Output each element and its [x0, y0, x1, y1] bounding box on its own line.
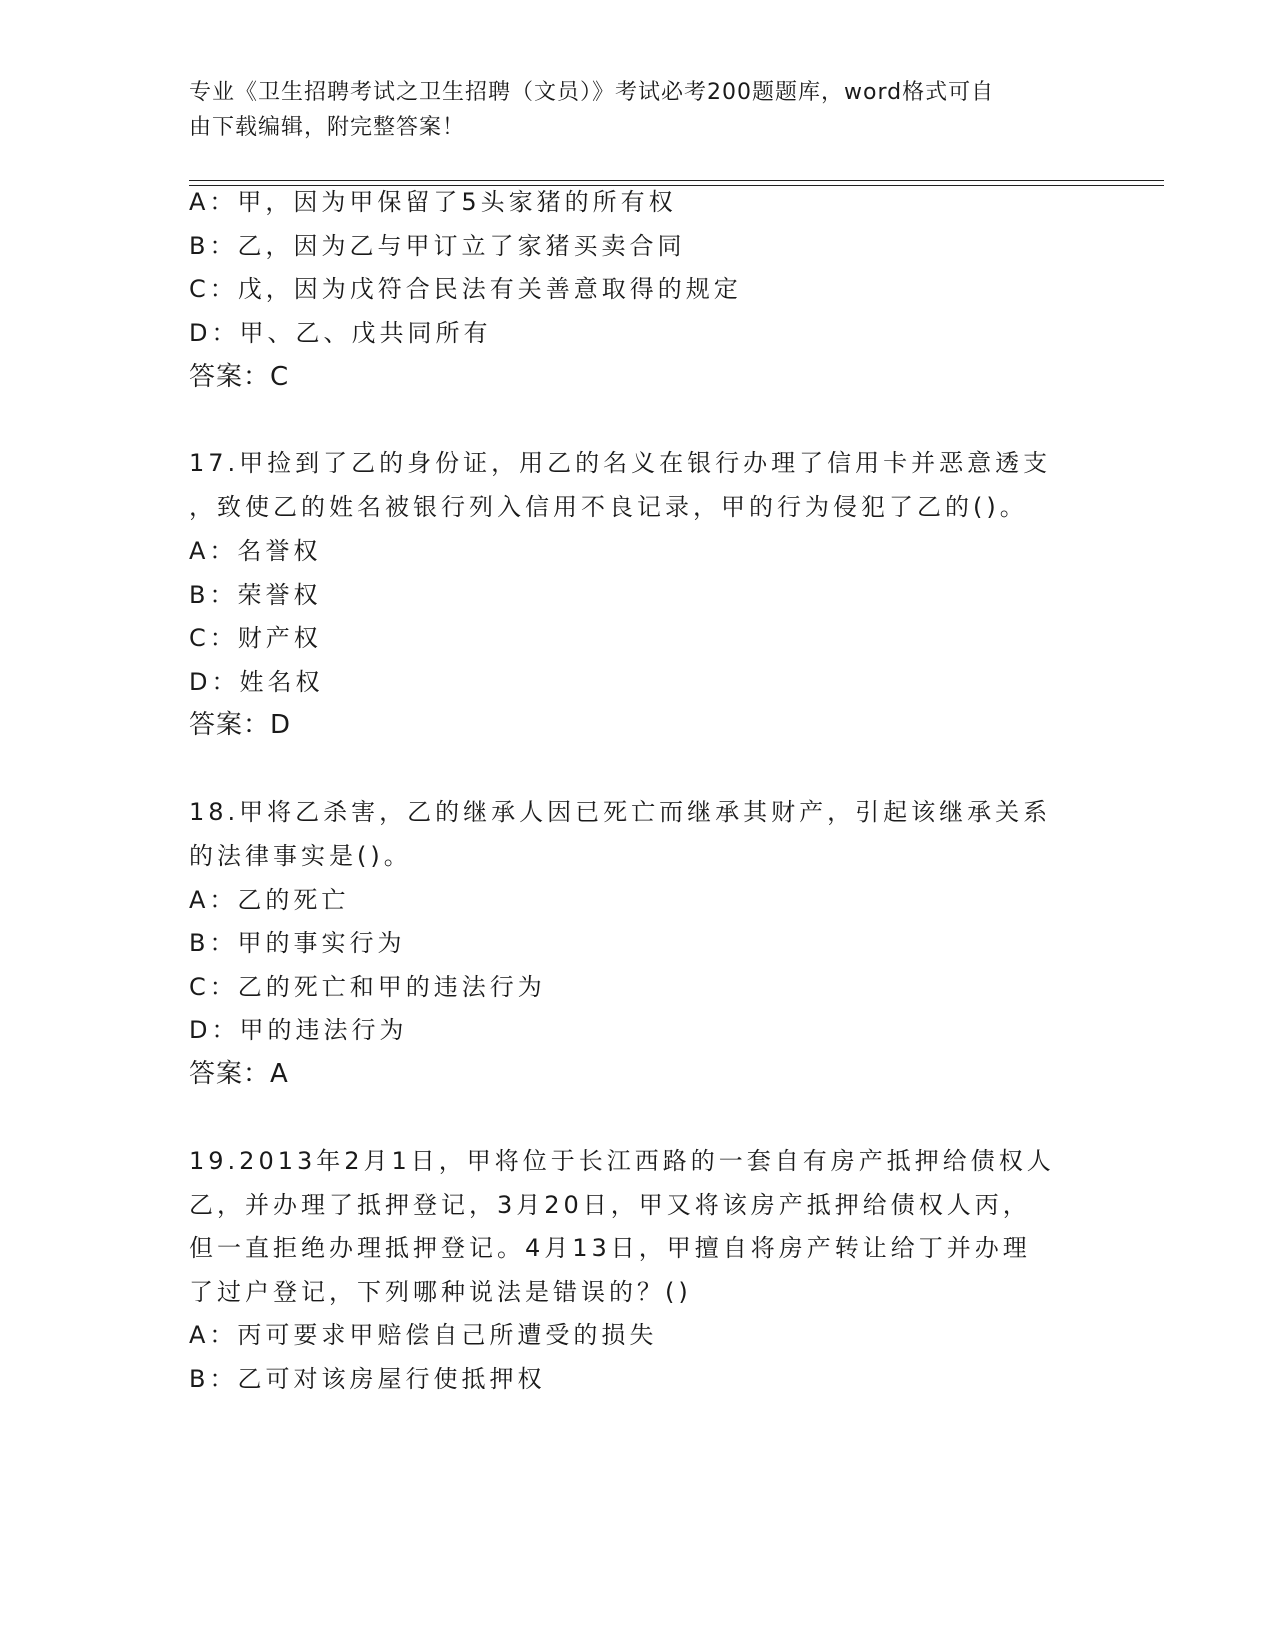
q18-option-c: C：乙的死亡和甲的违法行为 [189, 973, 546, 1001]
header-divider-bottom [189, 185, 1164, 186]
q17-stem-line-2: ，致使乙的姓名被银行列入信用不良记录，甲的行为侵犯了乙的()。 [189, 493, 1028, 521]
header-line-1: 专业《卫生招聘考试之卫生招聘（文员）》考试必考200题题库，word格式可自 [189, 80, 995, 105]
q16-option-a: A：甲，因为甲保留了5头家猪的所有权 [189, 188, 677, 216]
q16-option-c: C：戊，因为戊符合民法有关善意取得的规定 [189, 275, 742, 303]
q17-stem-line-1: 17.甲捡到了乙的身份证，用乙的名义在银行办理了信用卡并恶意透支 [189, 449, 1052, 477]
q18-stem-line-2: 的法律事实是()。 [189, 842, 412, 870]
q19-option-b: B：乙可对该房屋行使抵押权 [189, 1365, 546, 1393]
q17-option-c: C：财产权 [189, 624, 322, 652]
q19-stem-line-4: 了过户登记，下列哪种说法是错误的？() [189, 1278, 692, 1306]
q17-option-a: A：名誉权 [189, 537, 322, 565]
q18-answer: 答案：A [189, 1059, 289, 1089]
q19-stem-line-1: 19.2013年2月1日，甲将位于长江西路的一套自有房产抵押给债权人 [189, 1147, 1055, 1175]
q16-answer: 答案：C [189, 362, 290, 392]
q17-option-b: B：荣誉权 [189, 581, 322, 609]
q18-option-b: B：甲的事实行为 [189, 929, 406, 957]
q17-option-d: D：姓名权 [189, 668, 324, 696]
q18-stem-line-1: 18.甲将乙杀害，乙的继承人因已死亡而继承其财产，引起该继承关系 [189, 798, 1052, 826]
q18-option-d: D：甲的违法行为 [189, 1016, 408, 1044]
header-divider-top [189, 180, 1164, 181]
q16-option-b: B：乙，因为乙与甲订立了家猪买卖合同 [189, 232, 686, 260]
q19-stem-line-3: 但一直拒绝办理抵押登记。4月13日，甲擅自将房产转让给丁并办理 [189, 1234, 1031, 1262]
q17-answer: 答案：D [189, 710, 292, 740]
q19-stem-line-2: 乙，并办理了抵押登记，3月20日，甲又将该房产抵押给债权人丙， [189, 1191, 1031, 1219]
q16-option-d: D：甲、乙、戊共同所有 [189, 319, 492, 347]
q19-option-a: A：丙可要求甲赔偿自己所遭受的损失 [189, 1321, 658, 1349]
document-header [189, 75, 1089, 145]
q18-option-a: A：乙的死亡 [189, 886, 350, 914]
header-line-2: 由下载编辑，附完整答案！ [189, 115, 466, 140]
